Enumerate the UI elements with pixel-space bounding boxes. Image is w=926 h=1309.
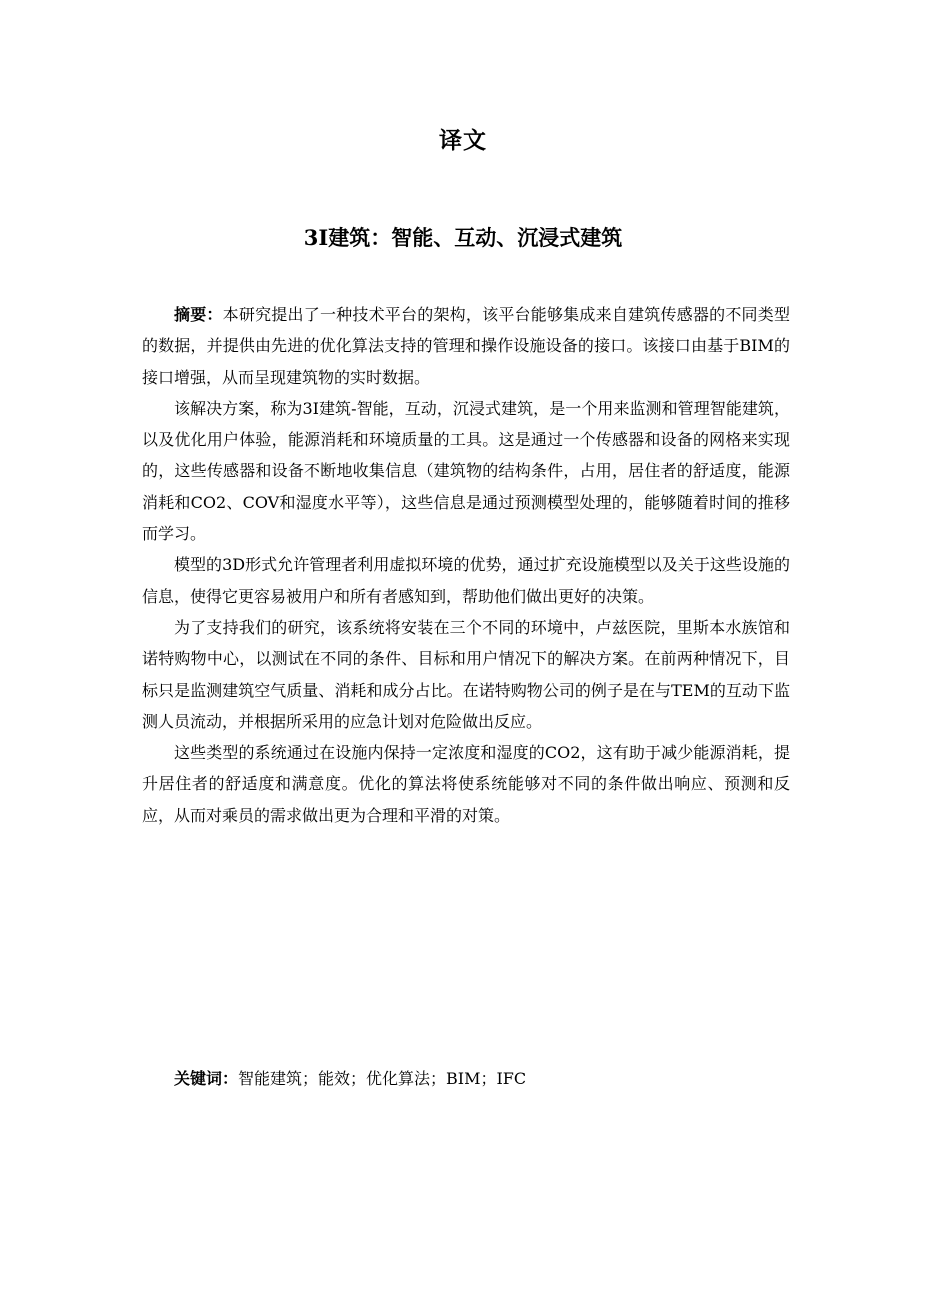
abstract-paragraph-5: 这些类型的系统通过在设施内保持一定浓度和湿度的CO2，这有助于减少能源消耗，提升居住者的舒适度和满意度。优化的算法将使系统能够对不同的条件做出响应、预测和反应，从而对乘员的需求做出更为合理和平滑的对策。	[142, 743, 790, 825]
abstract-paragraph-1	[142, 299, 790, 393]
abstract-label: 摘要：	[174, 305, 223, 324]
abstract-paragraph-2: 该解决方案，称为3I建筑-智能，互动，沉浸式建筑，是一个用来监测和管理智能建筑，以及优化用户体验，能源消耗和环境质量的工具。这是通过一个传感器和设备的网格来实现的，这些传感器和设备不断地收集信息（建筑物的结构条件，占用，居住者的舒适度，能源消耗和CO2、COV和湿度水平等），这些信息是通过预测模型处理的，能够随着时间的推移而学习。	[142, 398, 790, 544]
abstract-paragraph-3: 模型的3D形式允许管理者利用虚拟环境的优势，通过扩充设施模型以及关于这些设施的信息，使得它更容易被用户和所有者感知到，帮助他们做出更好的决策。	[142, 555, 790, 606]
keywords-line	[142, 1063, 790, 1094]
article-title: 3I建筑：智能、互动、沉浸式建筑	[303, 225, 623, 250]
keywords-label: 关键词：	[174, 1069, 239, 1088]
paragraph-text: 本研究提出了一种技术平台的架构，该平台能够集成来自建筑传感器的不同类型的数据，并提供由先进的优化算法支持的管理和操作设施设备的接口。该接口由基于BIM的接口增强，从而呈现建筑物的实时数据。	[142, 305, 790, 387]
keywords-text: 智能建筑；能效；优化算法；BIM；IFC	[238, 1069, 527, 1088]
abstract-body	[142, 299, 790, 831]
page-heading: 译文	[439, 127, 487, 154]
abstract-paragraph-4: 为了支持我们的研究，该系统将安装在三个不同的环境中，卢兹医院，里斯本水族馆和诺特购物中心，以测试在不同的条件、目标和用户情况下的解决方案。在前两种情况下，目标只是监测建筑空气质量、消耗和成分占比。在诺特购物公司的例子是在与TEM的互动下监测人员流动，并根据所采用的应急计划对危险做出反应。	[142, 617, 790, 731]
